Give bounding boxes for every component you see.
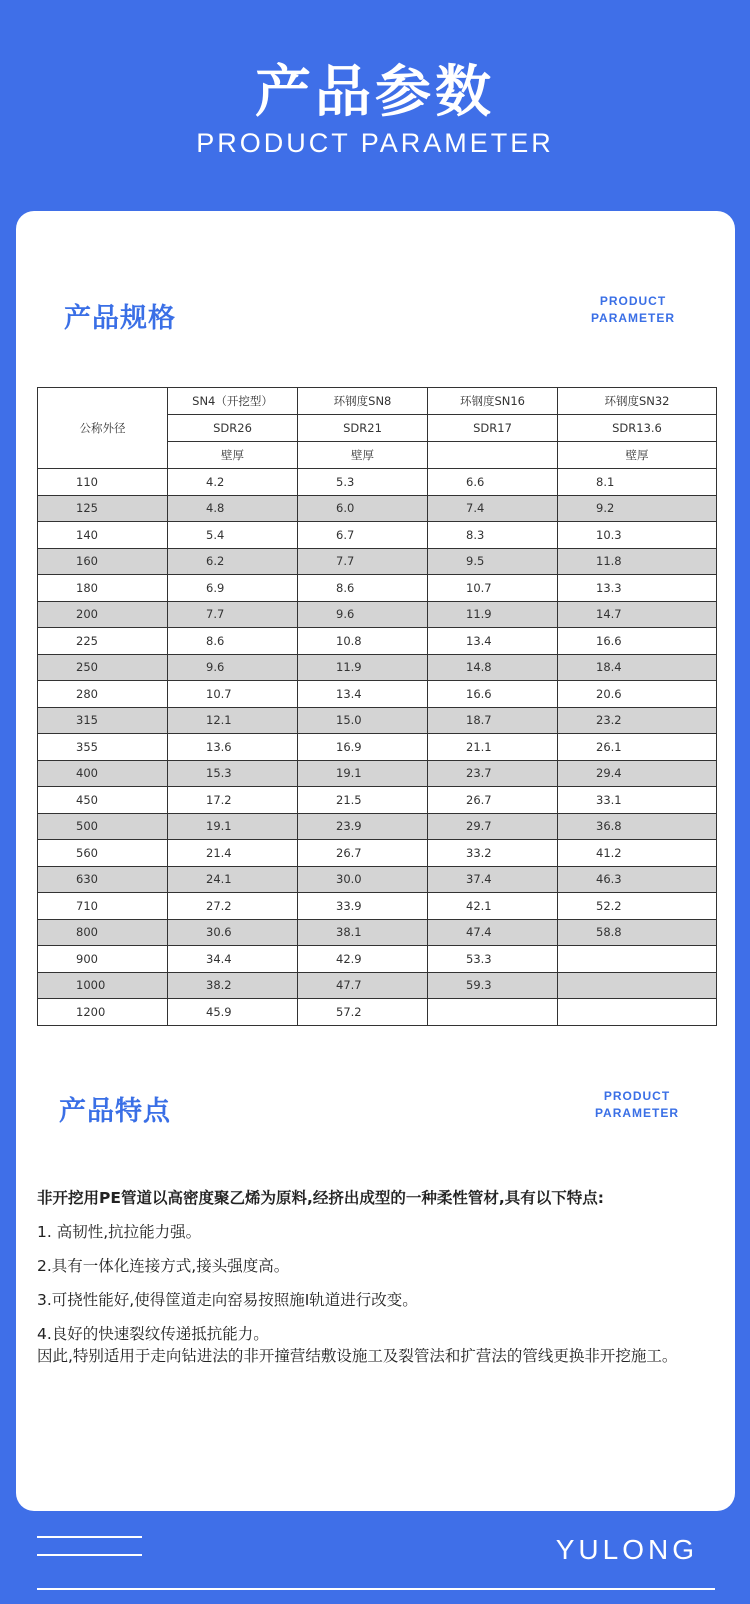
wall-thickness-cell: 18.4 <box>558 654 717 681</box>
wall-thickness-cell: 21.1 <box>428 734 558 761</box>
wall-thickness-cell <box>558 999 717 1026</box>
footer-line <box>37 1554 142 1556</box>
wall-thickness-cell <box>558 972 717 999</box>
grade-header: 环钢度SN16 <box>428 388 558 415</box>
sdr-header: SDR21 <box>298 415 428 442</box>
wall-thickness-cell: 26.7 <box>298 840 428 867</box>
wall-thickness-cell: 52.2 <box>558 893 717 920</box>
table-row <box>38 681 717 708</box>
diameter-cell: 355 <box>38 734 168 761</box>
page-subtitle: PRODUCT PARAMETER <box>196 128 554 158</box>
wall-thickness-cell: 45.9 <box>168 999 298 1026</box>
wall-thickness-cell: 15.0 <box>298 707 428 734</box>
wall-thickness-cell: 15.3 <box>168 760 298 787</box>
table-row <box>38 575 717 602</box>
wall-thickness-cell: 6.9 <box>168 575 298 602</box>
table-row <box>38 707 717 734</box>
table-row <box>38 999 717 1026</box>
wall-thickness-cell: 6.7 <box>298 522 428 549</box>
wall-thickness-cell: 8.6 <box>298 575 428 602</box>
wall-thickness-cell: 30.6 <box>168 919 298 946</box>
diameter-cell: 280 <box>38 681 168 708</box>
table-row <box>38 548 717 575</box>
spec-section-tag <box>588 293 678 327</box>
wall-thickness-cell: 29.4 <box>558 760 717 787</box>
wall-thickness-cell: 33.1 <box>558 787 717 814</box>
wall-thickness-cell: 4.8 <box>168 495 298 522</box>
wall-thickness-cell: 53.3 <box>428 946 558 973</box>
wall-thickness-cell: 11.8 <box>558 548 717 575</box>
wall-thickness-cell: 13.4 <box>298 681 428 708</box>
wall-thickness-cell: 5.4 <box>168 522 298 549</box>
wall-thickness-cell: 33.9 <box>298 893 428 920</box>
table-row <box>38 760 717 787</box>
wall-thickness-cell: 58.8 <box>558 919 717 946</box>
wall-thickness-cell: 23.7 <box>428 760 558 787</box>
feature-conclusion: 因此,特别适用于走向钻进法的非开撞营结敷设施工及裂管法和扩营法的管线更换非开挖施工。 <box>37 1347 678 1365</box>
wall-thickness-cell: 36.8 <box>558 813 717 840</box>
feature-intro: 非开挖用PE管道以高密度聚乙烯为原料,经挤出成型的一种柔性管材,具有以下特点: <box>37 1189 604 1207</box>
wall-thickness-cell: 14.8 <box>428 654 558 681</box>
diameter-cell: 140 <box>38 522 168 549</box>
wall-thickness-cell: 59.3 <box>428 972 558 999</box>
wall-thickness-cell: 6.2 <box>168 548 298 575</box>
page-title: 产品参数 <box>255 60 495 125</box>
table-row <box>38 946 717 973</box>
sdr-header: SDR26 <box>168 415 298 442</box>
wall-thickness-cell: 23.9 <box>298 813 428 840</box>
diameter-cell: 180 <box>38 575 168 602</box>
wall-thickness-cell: 34.4 <box>168 946 298 973</box>
wall-thickness-cell <box>558 946 717 973</box>
wall-thickness-cell: 21.4 <box>168 840 298 867</box>
diameter-cell: 1200 <box>38 999 168 1026</box>
spec-section-title: 产品规格 <box>64 303 176 334</box>
diameter-cell: 315 <box>38 707 168 734</box>
wall-thickness-cell: 13.6 <box>168 734 298 761</box>
wall-thickness-cell: 12.1 <box>168 707 298 734</box>
wall-thickness-cell: 18.7 <box>428 707 558 734</box>
grade-header: 环钢度SN32 <box>558 388 717 415</box>
wall-thickness-cell: 47.4 <box>428 919 558 946</box>
wall-thickness-cell: 19.1 <box>168 813 298 840</box>
diameter-cell: 250 <box>38 654 168 681</box>
wall-thickness-cell: 42.1 <box>428 893 558 920</box>
feature-list <box>37 1187 717 1379</box>
sdr-header: SDR13.6 <box>558 415 717 442</box>
wall-thickness-cell: 9.5 <box>428 548 558 575</box>
wall-thickness-cell: 7.7 <box>298 548 428 575</box>
table-row <box>38 628 717 655</box>
diameter-cell: 450 <box>38 787 168 814</box>
wall-thickness-cell: 4.2 <box>168 469 298 496</box>
wall-thickness-cell: 11.9 <box>298 654 428 681</box>
wall-thickness-cell: 13.4 <box>428 628 558 655</box>
diameter-cell: 710 <box>38 893 168 920</box>
wall-thickness-cell: 8.6 <box>168 628 298 655</box>
table-row <box>38 495 717 522</box>
wall-thickness-cell: 27.2 <box>168 893 298 920</box>
diameter-cell: 125 <box>38 495 168 522</box>
diameter-cell: 200 <box>38 601 168 628</box>
wall-thickness-cell: 21.5 <box>298 787 428 814</box>
spec-tag-line-2: PARAMETER <box>590 311 676 325</box>
diameter-cell: 560 <box>38 840 168 867</box>
grade-header: SN4（开挖型） <box>168 388 298 415</box>
wall-thickness-cell: 5.3 <box>298 469 428 496</box>
wall-thickness-cell: 10.7 <box>428 575 558 602</box>
wall-thickness-cell: 47.7 <box>298 972 428 999</box>
wall-header: 壁厚 <box>558 442 717 469</box>
wall-thickness-cell: 19.1 <box>298 760 428 787</box>
table-row <box>38 893 717 920</box>
footer-line-long <box>37 1588 715 1590</box>
wall-thickness-cell: 10.8 <box>298 628 428 655</box>
diameter-cell: 160 <box>38 548 168 575</box>
brand-name: YULONG <box>555 1534 698 1565</box>
wall-thickness-cell: 9.6 <box>298 601 428 628</box>
wall-thickness-cell: 9.6 <box>168 654 298 681</box>
wall-thickness-cell: 42.9 <box>298 946 428 973</box>
table-row <box>38 866 717 893</box>
wall-header: 壁厚 <box>298 442 428 469</box>
wall-thickness-cell: 29.7 <box>428 813 558 840</box>
wall-thickness-cell: 8.1 <box>558 469 717 496</box>
diameter-cell: 900 <box>38 946 168 973</box>
wall-thickness-cell: 9.2 <box>558 495 717 522</box>
table-row <box>38 469 717 496</box>
feature-item-2: 2.具有一体化连接方式,接头强度高。 <box>37 1257 290 1275</box>
table-row <box>38 787 717 814</box>
diameter-cell: 400 <box>38 760 168 787</box>
wall-thickness-cell: 8.3 <box>428 522 558 549</box>
feature-tag-line-1: PRODUCT <box>603 1089 671 1103</box>
table-row-header: 公称外径 <box>38 388 168 469</box>
wall-thickness-cell: 24.1 <box>168 866 298 893</box>
table-row <box>38 972 717 999</box>
wall-thickness-cell: 41.2 <box>558 840 717 867</box>
footer-line <box>37 1536 142 1538</box>
spec-table <box>37 387 717 1026</box>
wall-thickness-cell: 11.9 <box>428 601 558 628</box>
wall-thickness-cell: 37.4 <box>428 866 558 893</box>
wall-thickness-cell: 26.1 <box>558 734 717 761</box>
feature-item-1: 1. 高韧性,抗拉能力强。 <box>37 1223 202 1241</box>
wall-thickness-cell: 57.2 <box>298 999 428 1026</box>
wall-thickness-cell: 20.6 <box>558 681 717 708</box>
table-row <box>38 654 717 681</box>
table-row <box>38 522 717 549</box>
footer-decoration <box>37 1536 142 1572</box>
wall-thickness-cell: 38.1 <box>298 919 428 946</box>
wall-thickness-cell: 23.2 <box>558 707 717 734</box>
wall-thickness-cell: 16.6 <box>428 681 558 708</box>
diameter-cell: 110 <box>38 469 168 496</box>
table-row <box>38 919 717 946</box>
table-row <box>38 734 717 761</box>
feature-section-tag <box>592 1088 682 1122</box>
diameter-cell: 500 <box>38 813 168 840</box>
wall-header <box>428 442 558 469</box>
wall-thickness-cell: 46.3 <box>558 866 717 893</box>
feature-item-3: 3.可挠性能好,使得筐道走向窑易按照施I轨道进行改变。 <box>37 1291 418 1309</box>
wall-thickness-cell: 26.7 <box>428 787 558 814</box>
wall-thickness-cell: 7.7 <box>168 601 298 628</box>
feature-section-title: 产品特点 <box>59 1096 171 1127</box>
wall-thickness-cell: 13.3 <box>558 575 717 602</box>
feature-item-4: 4.良好的快速裂纹传递抵抗能力。 <box>37 1325 269 1343</box>
grade-header: 环钢度SN8 <box>298 388 428 415</box>
wall-thickness-cell: 38.2 <box>168 972 298 999</box>
wall-thickness-cell: 17.2 <box>168 787 298 814</box>
wall-thickness-cell: 10.7 <box>168 681 298 708</box>
wall-thickness-cell: 7.4 <box>428 495 558 522</box>
diameter-cell: 225 <box>38 628 168 655</box>
wall-thickness-cell: 16.9 <box>298 734 428 761</box>
table-row <box>38 840 717 867</box>
spec-tag-line-1: PRODUCT <box>599 294 667 308</box>
wall-thickness-cell: 14.7 <box>558 601 717 628</box>
wall-thickness-cell: 16.6 <box>558 628 717 655</box>
sdr-header: SDR17 <box>428 415 558 442</box>
wall-header: 壁厚 <box>168 442 298 469</box>
table-row <box>38 601 717 628</box>
wall-thickness-cell: 6.6 <box>428 469 558 496</box>
wall-thickness-cell: 10.3 <box>558 522 717 549</box>
wall-thickness-cell <box>428 999 558 1026</box>
wall-thickness-cell: 30.0 <box>298 866 428 893</box>
diameter-cell: 800 <box>38 919 168 946</box>
wall-thickness-cell: 33.2 <box>428 840 558 867</box>
feature-tag-line-2: PARAMETER <box>594 1106 680 1120</box>
wall-thickness-cell: 6.0 <box>298 495 428 522</box>
diameter-cell: 1000 <box>38 972 168 999</box>
diameter-cell: 630 <box>38 866 168 893</box>
table-row <box>38 813 717 840</box>
